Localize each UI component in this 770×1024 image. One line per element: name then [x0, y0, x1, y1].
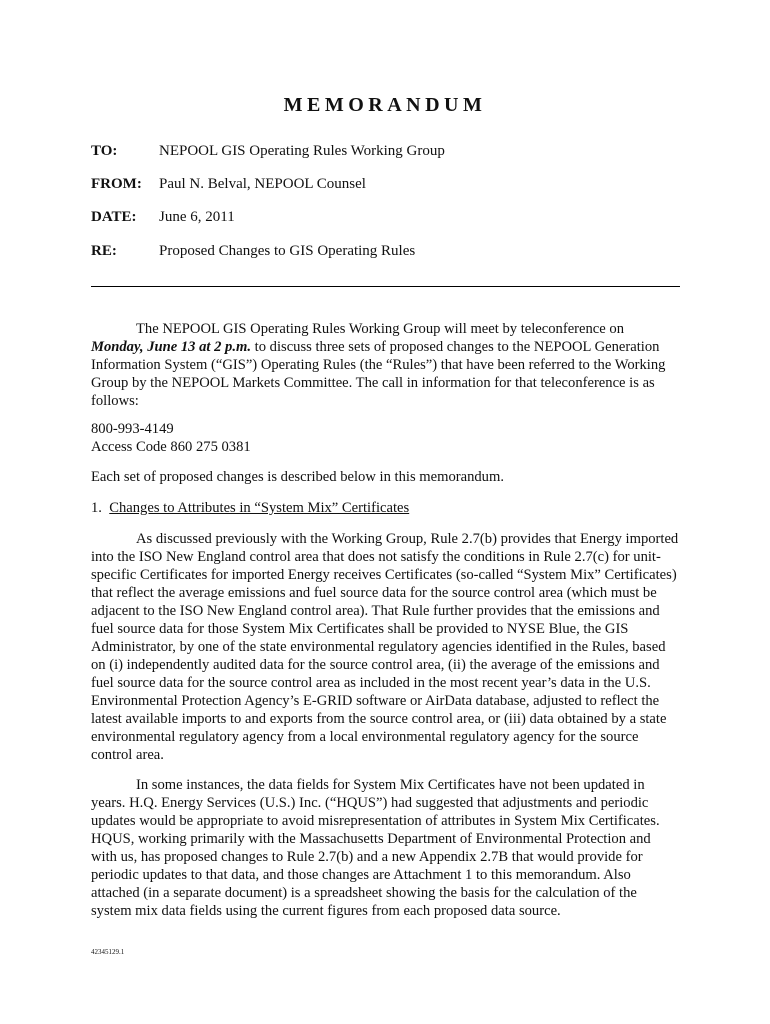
- section-title: Changes to Attributes in “System Mix” Certificates: [109, 500, 410, 516]
- section-1-paragraph-2: In some instances, the data fields for System Mix Certificates have not been updated in years. H.Q. Energy Services (U.S.) Inc. (“HQUS”) had suggested that adjustments and periodic updates would be appropriate to avoid misrepresentation of attributes in System Mix Certificates. HQUS, working primarily with the Massachusetts Department of Environmental Protection and with us, has proposed changes to Rule 2.7(b) and a new Appendix 2.7B that would provide for periodic updates to that data, and those changes are Attachment 1 to this memorandum. Also attached (in a separate document) is a spreadsheet showing the basis for the calculation of the system mix data fields using the current figures from each proposed data source.: [91, 777, 660, 919]
- to-label: TO:: [91, 143, 118, 159]
- memo-body: [91, 320, 680, 920]
- date-value: June 6, 2011: [159, 209, 235, 225]
- header-divider: [91, 286, 680, 287]
- memo-title: MEMORANDUM: [283, 94, 487, 116]
- phone-number: 800-993-4149: [91, 421, 174, 437]
- to-value: NEPOOL GIS Operating Rules Working Group: [159, 143, 445, 159]
- re-value: Proposed Changes to GIS Operating Rules: [159, 243, 416, 259]
- intro-after: to discuss three sets of proposed changes to the NEPOOL Generation Information System (“GIS”) Operating Rules (the “Rules”) that have been referred to the Working Group by the NEPOOL Markets Committee. The call in information for that teleconference is as follows:: [91, 339, 666, 409]
- meeting-date: Monday, June 13 at 2 p.m.: [91, 339, 252, 355]
- section-number: 1.: [91, 500, 102, 516]
- intro-before: The NEPOOL GIS Operating Rules Working Group will meet by teleconference on: [136, 321, 624, 337]
- document-id: 42345129.1: [91, 948, 125, 956]
- intro-paragraph: [91, 320, 680, 410]
- call-info: [91, 420, 680, 456]
- from-value: Paul N. Belval, NEPOOL Counsel: [159, 176, 366, 192]
- re-label: RE:: [91, 243, 117, 259]
- date-label: DATE:: [91, 209, 137, 225]
- section-1-paragraph-1: As discussed previously with the Working Group, Rule 2.7(b) provides that Energy imported into the ISO New England control area that does not satisfy the conditions in Rule 2.7(c) for unit-specific Certificates for imported Energy receives Certificates (so-called “System Mix” Certificates) that reflect the average emissions and fuel source data for the source control area (which must be adjacent to the ISO New England control area). That Rule further provides that the emissions and fuel source data for those System Mix Certificates shall be provided to NYSE Blue, the GIS Administrator, by one of the state environmental regulatory agencies identified in the Rules, based on (i) independently audited data for the source control area, (ii) the average of the emissions and fuel source data for the source control area as included in the most recent year’s data in the U.S. Environmental Protection Agency’s E-GRID software or AirData database, adjusted to reflect the latest available imports to and exports from the source control area, or (iii) data obtained by a state environmental regulatory agency from a local environmental regulatory agency for the source control area.: [91, 531, 679, 763]
- from-label: FROM:: [91, 176, 142, 192]
- section-1-heading: [91, 499, 680, 517]
- access-code: Access Code 860 275 0381: [91, 439, 251, 455]
- summary-paragraph: Each set of proposed changes is described below in this memorandum.: [91, 469, 504, 485]
